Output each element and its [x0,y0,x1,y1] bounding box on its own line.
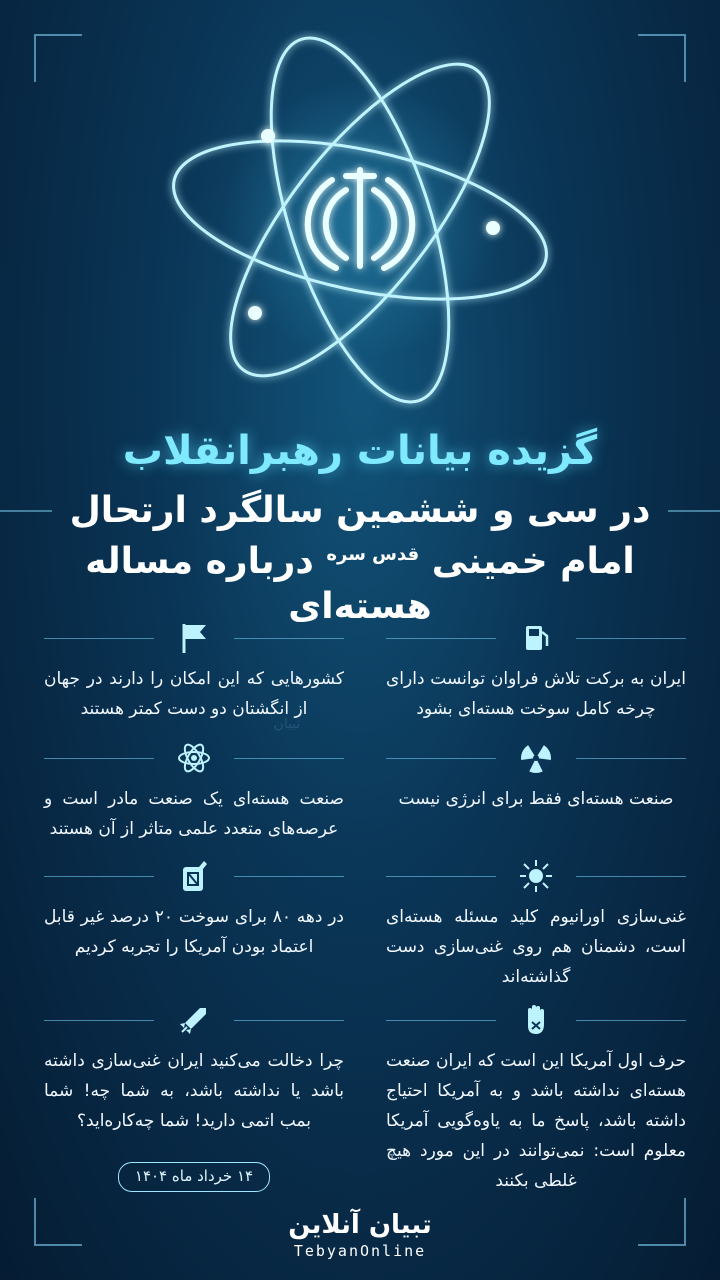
missile-icon [176,1002,212,1038]
logo-persian: تبیان آنلاین [288,1210,432,1240]
flag-icon [176,620,212,656]
frame-corner-top-right [638,34,686,82]
item-text: غنی‌سازی اورانیوم کلید مسئله هسته‌ای است، دشمنان هم روی غنی‌سازی دست گذاشته‌اند [386,907,686,987]
item-text: ایران به برکت تلاش فراوان توانست دارای چرخه کامل سوخت هسته‌ای بشود [386,669,686,719]
atom-network-icon [518,858,554,894]
logo-english: TebyanOnline [293,1242,427,1260]
watermark-text: تبیان [273,716,301,732]
title-line-3 [40,539,680,629]
item-text: صنعت هسته‌ای فقط برای انرژی نیست [398,789,674,809]
frame-corner-top-left [34,34,82,82]
item-text: در دهه ۸۰ برای سوخت ۲۰ درصد غیر قابل اعتماد بودن آمریکا را تجربه کردیم [44,907,344,957]
list-item [386,1002,686,1196]
list-item [386,858,686,992]
list-item [44,1002,344,1136]
item-text: کشورهایی که این امکان را دارند در جهان از انگشتان دو دست کمتر هستند [44,669,344,719]
title-line-1: گزیده بیانات رهبرانقلاب [122,428,598,474]
radiation-icon [518,740,554,776]
honorific: قدس سره [326,544,420,565]
hand-stop-icon [518,1002,554,1038]
list-item [44,858,344,962]
item-text: حرف اول آمریکا این است که ایران صنعت هسته‌ای نداشته باشد و به آمریکا احتیاج داشته باشد، پاسخ ما به یاوه‌گویی آمریکا معلوم است: نمی‌توانند در این مورد هیچ غلطی بکنند [386,1051,686,1191]
item-text: صنعت هسته‌ای یک صنعت مادر است و عرصه‌های متعدد علمی متاثر از آن هستند [44,789,344,839]
title-line-2: در سی و ششمین سالگرد ارتحال [69,490,651,531]
title-block [40,426,680,629]
list-item [386,740,686,814]
atom-emblem-graphic [150,30,570,430]
title-line-3-part-b: درباره مساله هسته‌ای [85,541,432,627]
watermark [262,716,312,766]
fuel-pump-icon [518,620,554,656]
item-text: چرا دخالت می‌کنید ایران غنی‌سازی داشته باشد یا نداشته باشد، به شما چه! شما بمب اتمی دارید! شما چه‌کاره‌اید؟ [44,1051,344,1131]
date-badge: ۱۴ خرداد ماه ۱۴۰۴ [118,1162,270,1192]
atom-icon [176,740,212,776]
fuel-can-icon [176,858,212,894]
logo [0,1210,720,1260]
list-item [44,620,344,724]
title-line-3-part-a: امام خمینی [431,541,635,582]
list-item [386,620,686,724]
